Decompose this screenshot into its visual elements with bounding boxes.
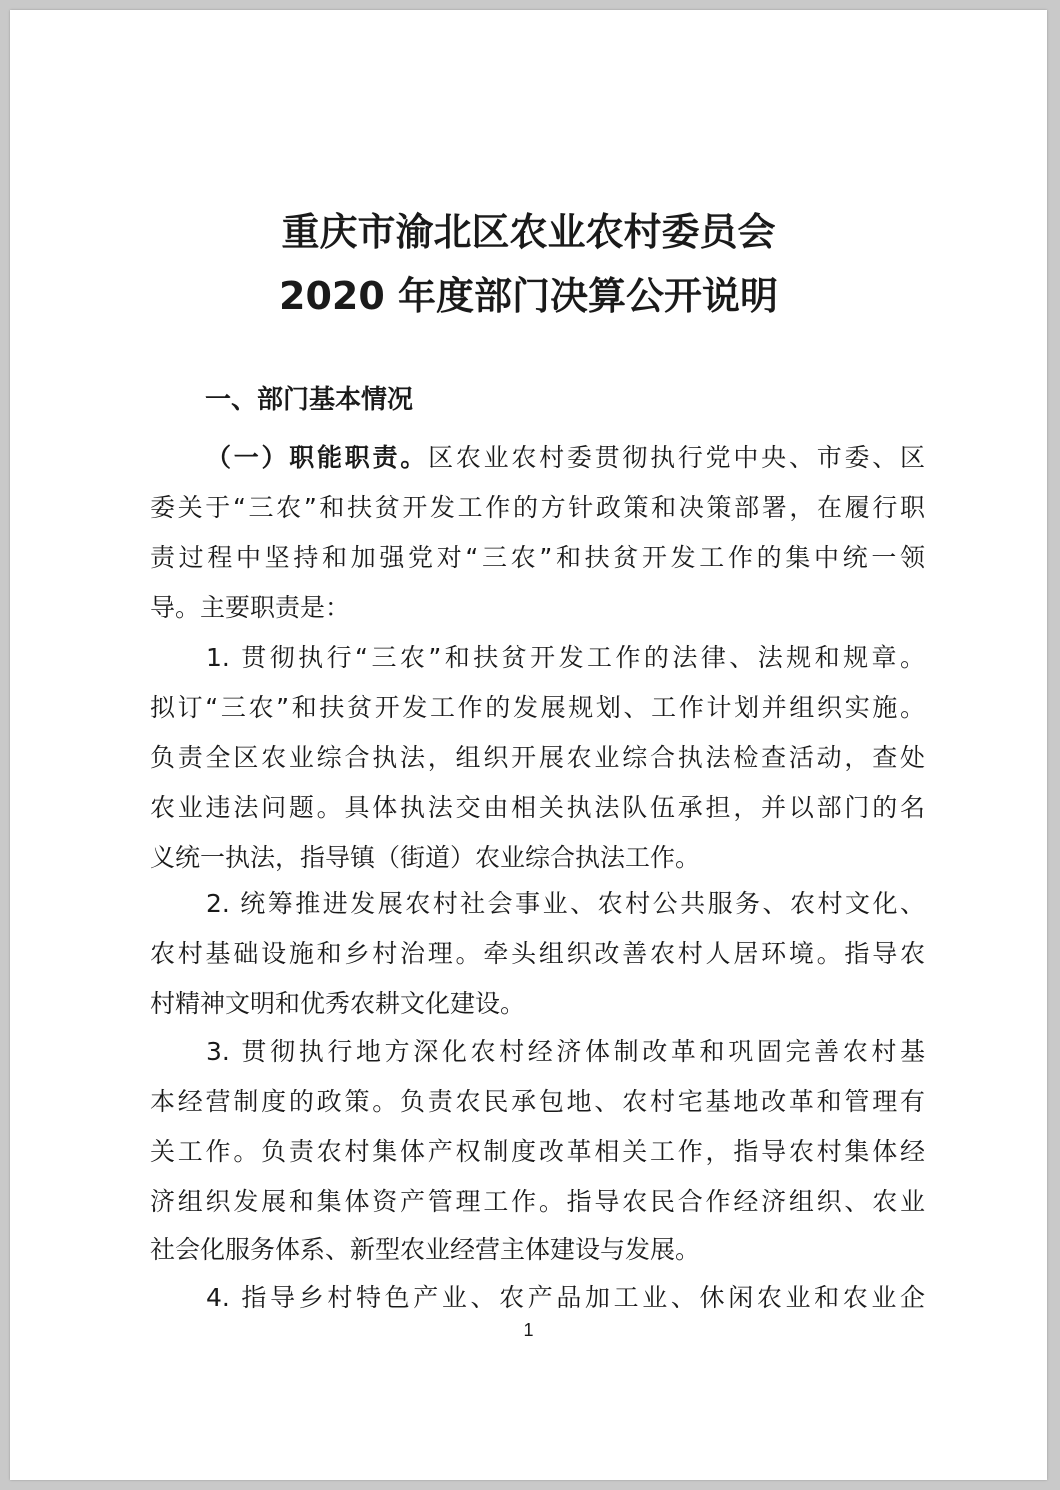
paragraph-line: 负责全区农业综合执法，组织开展农业综合执法检查活动，查处	[150, 743, 925, 772]
paragraph-line: 3. 贯彻执行地方深化农村经济体制改革和巩固完善农村基	[206, 1037, 925, 1066]
paragraph-line: 委关于“三农”和扶贫开发工作的方针政策和决策部署，在履行职	[150, 493, 925, 522]
document-title-line1: 重庆市渝北区农业农村委员会	[281, 210, 776, 254]
paragraph-line: 本经营制度的政策。负责农民承包地、农村宅基地改革和管理有	[150, 1087, 925, 1116]
page-number: 1	[523, 1320, 534, 1340]
paragraph-line: 义统一执法，指导镇（街道）农业综合执法工作。	[150, 843, 701, 872]
paragraph-line: 导。主要职责是：	[150, 593, 351, 622]
document-page	[10, 10, 1047, 1480]
paragraph-line: 1. 贯彻执行“三农”和扶贫开发工作的法律、法规和规章。	[206, 643, 925, 672]
paragraph-line: 农业违法问题。具体执法交由相关执法队伍承担，并以部门的名	[150, 793, 925, 822]
section-heading: 一、部门基本情况	[205, 385, 414, 415]
paragraph-line: 4. 指导乡村特色产业、农产品加工业、休闲农业和农业企	[206, 1283, 925, 1312]
paragraph-line	[206, 438, 925, 478]
paragraph-text: 区农业农村委贯彻执行党中央、市委、区	[428, 443, 925, 472]
paragraph-line: 村精神文明和优秀农耕文化建设。	[150, 989, 526, 1018]
paragraph-line: 关工作。负责农村集体产权制度改革相关工作，指导农村集体经	[150, 1137, 925, 1166]
paragraph-line: 社会化服务体系、新型农业经营主体建设与发展。	[150, 1235, 701, 1264]
subheading: （一）职能职责。	[206, 443, 429, 472]
document-title-line2: 2020 年度部门决算公开说明	[279, 274, 778, 318]
paragraph-line: 拟订“三农”和扶贫开发工作的发展规划、工作计划并组织实施。	[150, 693, 925, 722]
paragraph-line: 济组织发展和集体资产管理工作。指导农民合作经济组织、农业	[150, 1187, 925, 1216]
paragraph-line: 农村基础设施和乡村治理。牵头组织改善农村人居环境。指导农	[150, 939, 925, 968]
paragraph-line: 2. 统筹推进发展农村社会事业、农村公共服务、农村文化、	[206, 889, 925, 918]
paragraph-line: 责过程中坚持和加强党对“三农”和扶贫开发工作的集中统一领	[150, 543, 925, 572]
